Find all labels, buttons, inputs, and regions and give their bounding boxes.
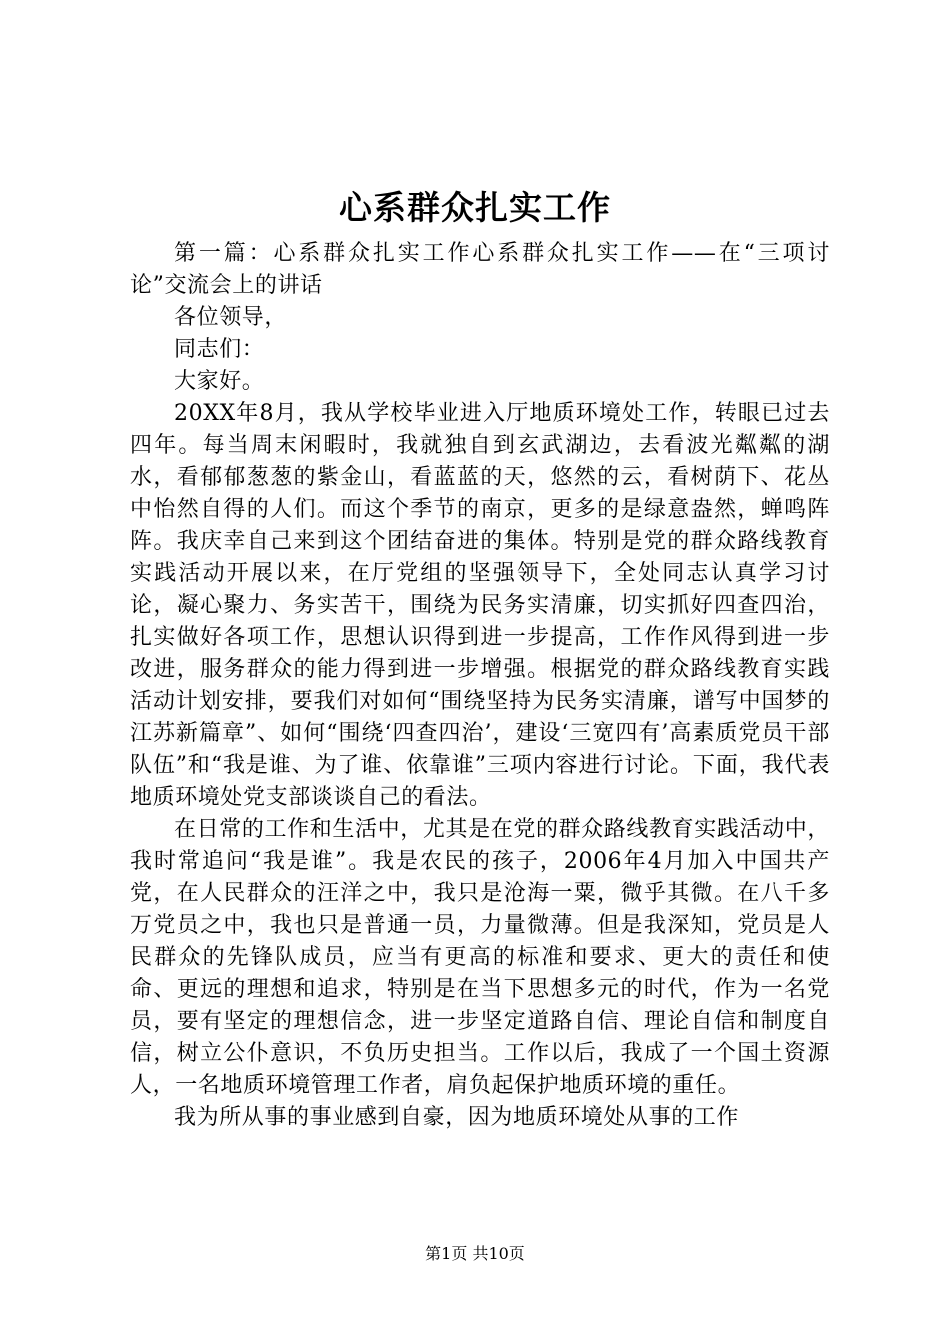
paragraph-salutation-comrades: 同志们： [174,337,265,362]
document-title: 心系群众扎实工作 [339,188,611,227]
page-number-footer: 第1页 共10页 [425,1244,525,1263]
paragraph-greeting: 大家好。 [174,369,265,394]
paragraph-body: 我为所从事的事业感到自豪，因为地质环境处从事的工作 [174,1105,740,1130]
paragraph-body: 在日常的工作和生活中，尤其是在党的群众路线教育实践活动中，我时常追问“我是谁”。我是农民的孩子，2006年4月加入中国共产党，在人民群众的汪洋之中，我只是沧海一粟，微乎其微。在八千多万党员之中，我也只是普通一员，力量微薄。但是我深知，党员是人民群众的先锋队成员，应当有更高的标准和要求、更大的责任和使命、更远的理想和追求，特别是在当下思想多元的时代，作为一名党员，要有坚定的理想信念，进一步坚定道路自信、理论自信和制度自信，树立公仆意识，不负历史担当。工作以后，我成了一个国土资源人，一名地质环境管理工作者，肩负起保护地质环境的重任。 [130,817,830,1098]
document-body [130,238,830,1134]
paragraph-salutation-leaders: 各位领导， [174,305,288,330]
paragraph-heading: 第一篇：心系群众扎实工作心系群众扎实工作——在“三项讨论”交流会上的讲话 [130,241,830,298]
paragraph-body: 20XX年8月，我从学校毕业进入厅地质环境处工作，转眼已过去四年。每当周末闲暇时，我就独自到玄武湖边，去看波光粼粼的湖水，看郁郁葱葱的紫金山，看蓝蓝的天，悠然的云，看树荫下、花丛中怡然自得的人们。而这个季节的南京，更多的是绿意盎然，蝉鸣阵阵。我庆幸自己来到这个团结奋进的集体。特别是党的群众路线教育实践活动开展以来，在厅党组的坚强领导下，全处同志认真学习讨论，凝心聚力、务实苦干，围绕为民务实清廉，切实抓好四查四治，扎实做好各项工作，思想认识得到进一步提高，工作作风得到进一步改进，服务群众的能力得到进一步增强。根据党的群众路线教育实践活动计划安排，要我们对如何“围绕坚持为民务实清廉，谱写中国梦的江苏新篇章”、如何“围绕‘四查四治’，建设‘三宽四有’高素质党员干部队伍”和“我是谁、为了谁、依靠谁”三项内容进行讨论。下面，我代表地质环境处党支部谈谈自己的看法。 [130,401,830,810]
